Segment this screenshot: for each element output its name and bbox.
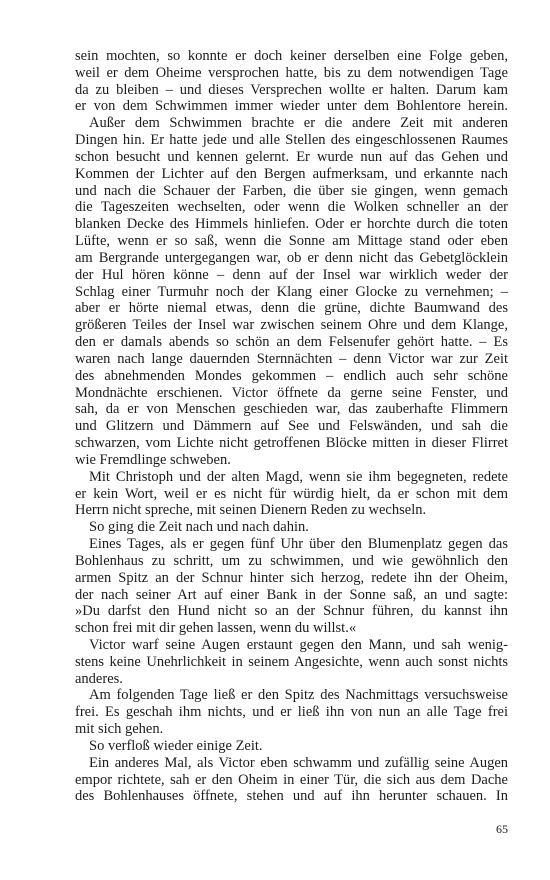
text-line: Am folgenden Tage ließ er den Spitz des Nachmittags versuchsweise [89,687,508,704]
text-line: Kommen der Lichter auf den Bergen aufmerksam, und erkannte nach [75,165,508,182]
text-line: armen Spitz an der Schnur hinter sich herzog, redete ihn der Oheim, [75,569,508,586]
text-line: schwarzen, vom Lichte nicht getroffenen Blöcke mitten in dieser Flirret [75,435,508,452]
text-line: So verfloß wieder einige Zeit. [89,737,263,754]
text-line: stens keine Unehrlichkeit in seinem Angesichte, wenn auch sonst nichts [75,653,508,670]
text-line: empor richtete, sah er den Oheim in einer Tür, die sich aus dem Dache [75,771,508,788]
text-line: am Bergrande untergegangen war, ob er denn nicht das Gebetglöcklein [75,249,508,266]
text-line: Victor warf seine Augen erstaunt gegen den Mann, und sah wenig- [89,636,508,653]
text-line: er von dem Schwimmen immer wieder unter dem Bohlentore herein. [75,98,508,115]
text-line: des Bohlenhauses öffnete, stehen und auf ihn herunter schauen. In [75,788,508,805]
text-line: schon frei mit dir gehen lassen, wenn du willst.« [75,620,357,637]
text-line: der nach seiner Art auf einer Bank in der Sonne saß, an und sagte: [75,586,508,603]
text-line: die Tageszeiten wechselten, oder wenn die Wolken schneller an der [75,199,508,216]
text-line: sein mochten, so konnte er doch keiner derselben eine Folge geben, [75,48,508,64]
text-line: den er damals abends so schön an dem Felsenufer gehört hatte. – Es [75,334,508,351]
text-line: waren nach lange dauernden Sternnächten – denn Victor war zur Zeit [75,350,508,367]
text-line: Ein anderes Mal, als Victor eben schwamm und zufällig seine Augen [89,754,508,771]
text-line: des abnehmenden Mondes gekommen – endlich auch sehr schöne [75,367,508,384]
paragraph [75,536,508,637]
text-line: Mit Christoph und der alten Magd, wenn sie ihm begegneten, redete [89,468,508,485]
paragraph [75,115,508,468]
text-line: Schlag einer Turmuhr noch der Klang einer Glocke zu vernehmen; – [75,283,508,300]
page-number: 65 [496,822,508,836]
text-line: Bohlenhaus zu schritt, um zu schwimmen, und wie gewöhnlich den [75,552,508,569]
paragraph [75,738,508,755]
text-line: frei. Es geschah ihm nichts, und er ließ ihn von nun an alle Tage frei [75,704,508,721]
paragraph [75,687,508,737]
text-line: und nach die Schauer der Farben, die über sie gingen, wenn gemach [75,182,508,199]
body-text [75,48,508,805]
text-line: »Du darfst den Hund nicht so an der Schnur führen, du kannst ihn [75,603,508,620]
text-line: Dingen hin. Er hatte jede und alle Stellen des eingeschlossenen Raumes [75,132,508,149]
text-line: Außer dem Schwimmen brachte er die andere Zeit mit anderen [89,115,508,132]
paragraph [75,469,508,519]
text-line: blanken Decke des Himmels hinliefen. Oder er horchte durch die toten [75,216,508,233]
text-line: So ging die Zeit nach und nach dahin. [89,519,309,536]
text-line: da zu bleiben – und dieses Versprechen wollte er halten. Darum kam [75,81,508,98]
text-line: der Hul hören könne – denn auf der Insel war wirklich weder der [75,266,508,283]
text-line: Lüfte, wenn er so saß, wenn die Sonne am Mittage stand oder eben [75,233,508,250]
text-line: weil er dem Oheime versprochen hatte, bis zu dem notwendigen Tage [75,64,508,81]
paragraph [75,755,508,805]
text-line: Mondnächte erschienen. Victor öffnete da gerne seine Fenster, und [75,384,508,401]
text-line: Herrn nicht spreche, mit seinen Dienern Reden zu wechseln. [75,502,427,519]
text-line: wie Fremdlinge schweben. [75,451,231,468]
paragraph [75,48,508,115]
text-line: und Glitzern und Dämmern auf See und Felswänden, und sah die [75,418,508,435]
text-line: anderes. [75,670,123,687]
paragraph [75,519,508,536]
text-line: schon besucht und kennen gelernt. Er wurde nun auf das Gehen und [75,148,508,165]
text-line: er kein Wort, weil er es nicht für würdig hielt, da er schon mit dem [75,485,508,502]
text-line: größeren Teiles der Insel war zwischen seinem Ohre und dem Klange, [75,317,508,334]
text-line: mit sich gehen. [75,721,164,738]
text-line: Eines Tages, als er gegen fünf Uhr über den Blumenplatz gegen das [89,536,508,553]
text-line: sah, da er von Menschen geschieden war, das zauberhafte Flimmern [75,401,508,418]
paragraph [75,637,508,687]
text-line: aber er hörte niemal etwas, denn die grüne, dichte Baumwand des [75,300,508,317]
